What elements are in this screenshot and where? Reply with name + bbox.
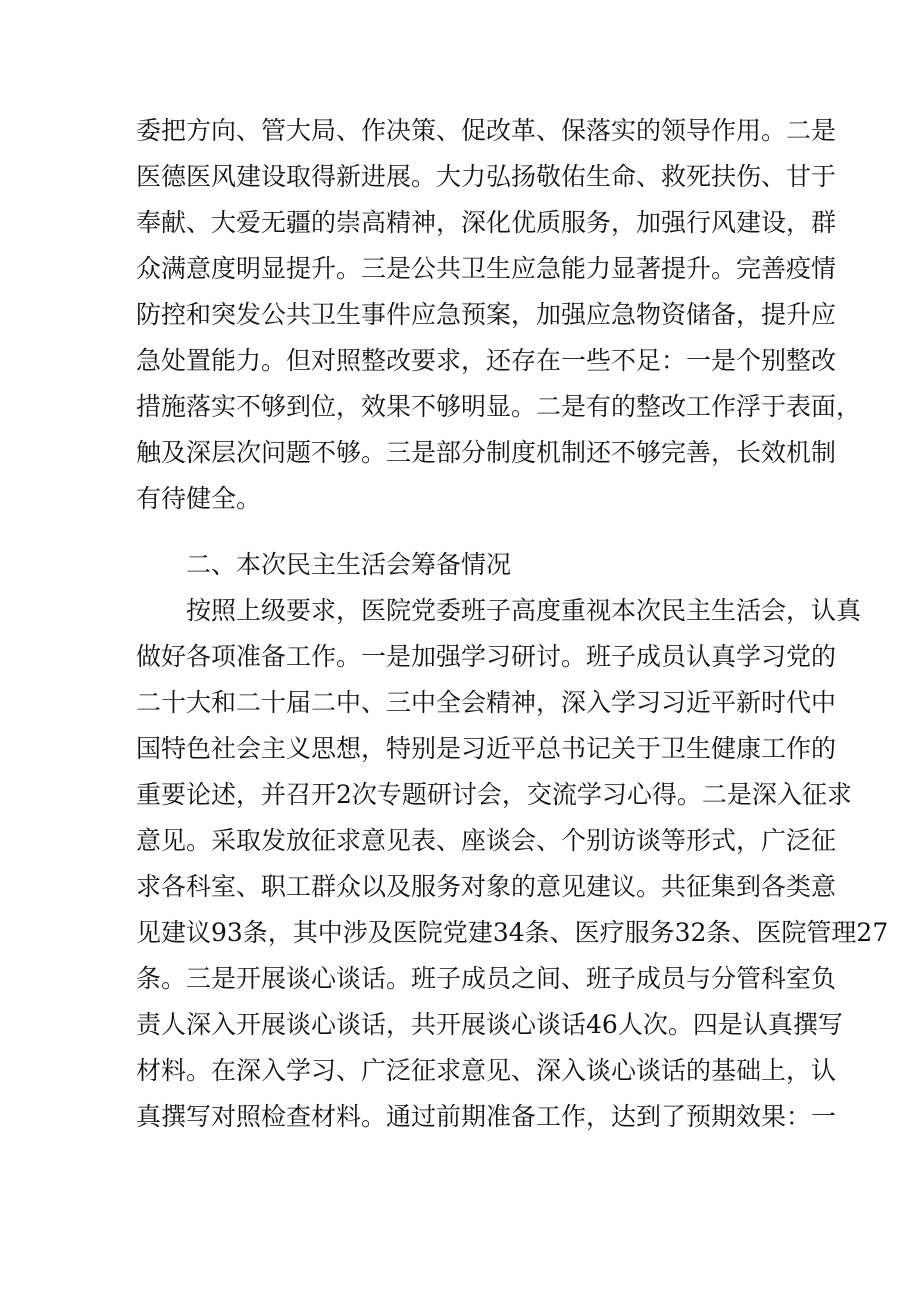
- text-line: 材料。在深入学习、广泛征求意见、深入谈心谈话的基础上，认: [136, 1056, 837, 1085]
- text-line: 二十大和二十届二中、三中全会精神，深入学习习近平新时代中: [136, 688, 837, 717]
- text-line: 做好各项准备工作。一是加强学习研讨。班子成员认真学习党的: [136, 642, 837, 671]
- text-line: 真撰写对照检查材料。通过前期准备工作，达到了预期效果：一: [136, 1102, 837, 1131]
- text-line: 重要论述，并召开2次专题研讨会，交流学习心得。二是深入征求: [136, 780, 852, 809]
- text-line: 意见。采取发放征求意见表、座谈会、个别访谈等形式，广泛征: [136, 826, 837, 855]
- text-line: 见建议93条，其中涉及医院党建34条、医疗服务32条、医院管理27: [136, 918, 889, 947]
- text-line: 责人深入开展谈心谈话，共开展谈心谈话46人次。四是认真撰写: [136, 1010, 843, 1039]
- paragraph-rectification-results: [136, 108, 862, 522]
- text-line: 国特色社会主义思想，特别是习近平总书记关于卫生健康工作的: [136, 734, 837, 763]
- text-line: 奉献、大爱无疆的崇高精神，深化优质服务，加强行风建设，群: [136, 208, 837, 237]
- text-line: 急处置能力。但对照整改要求，还存在一些不足：一是个别整改: [136, 346, 837, 375]
- text-line: 按照上级要求，医院党委班子高度重视本次民主生活会，认真: [186, 596, 862, 625]
- text-line: 触及深层次问题不够。三是部分制度机制还不够完善，长效机制: [136, 438, 837, 467]
- text-line: 有待健全。: [136, 484, 262, 513]
- text-line: 措施落实不够到位，效果不够明显。二是有的整改工作浮于表面，: [136, 392, 862, 421]
- text-line: 众满意度明显提升。三是公共卫生应急能力显著提升。完善疫情: [136, 254, 837, 283]
- text-line: 条。三是开展谈心谈话。班子成员之间、班子成员与分管科室负: [136, 964, 837, 993]
- section-heading: 二、本次民主生活会筹备情况: [186, 550, 512, 579]
- paragraph-preparation: [136, 588, 889, 1140]
- text-line: 医德医风建设取得新进展。大力弘扬敬佑生命、救死扶伤、甘于: [136, 162, 837, 191]
- text-line: 防控和突发公共卫生事件应急预案，加强应急物资储备，提升应: [136, 300, 837, 329]
- text-line: 求各科室、职工群众以及服务对象的意见建议。共征集到各类意: [136, 872, 837, 901]
- section-heading-block: [136, 542, 796, 588]
- text-line: 委把方向、管大局、作决策、促改革、保落实的领导作用。二是: [136, 116, 837, 145]
